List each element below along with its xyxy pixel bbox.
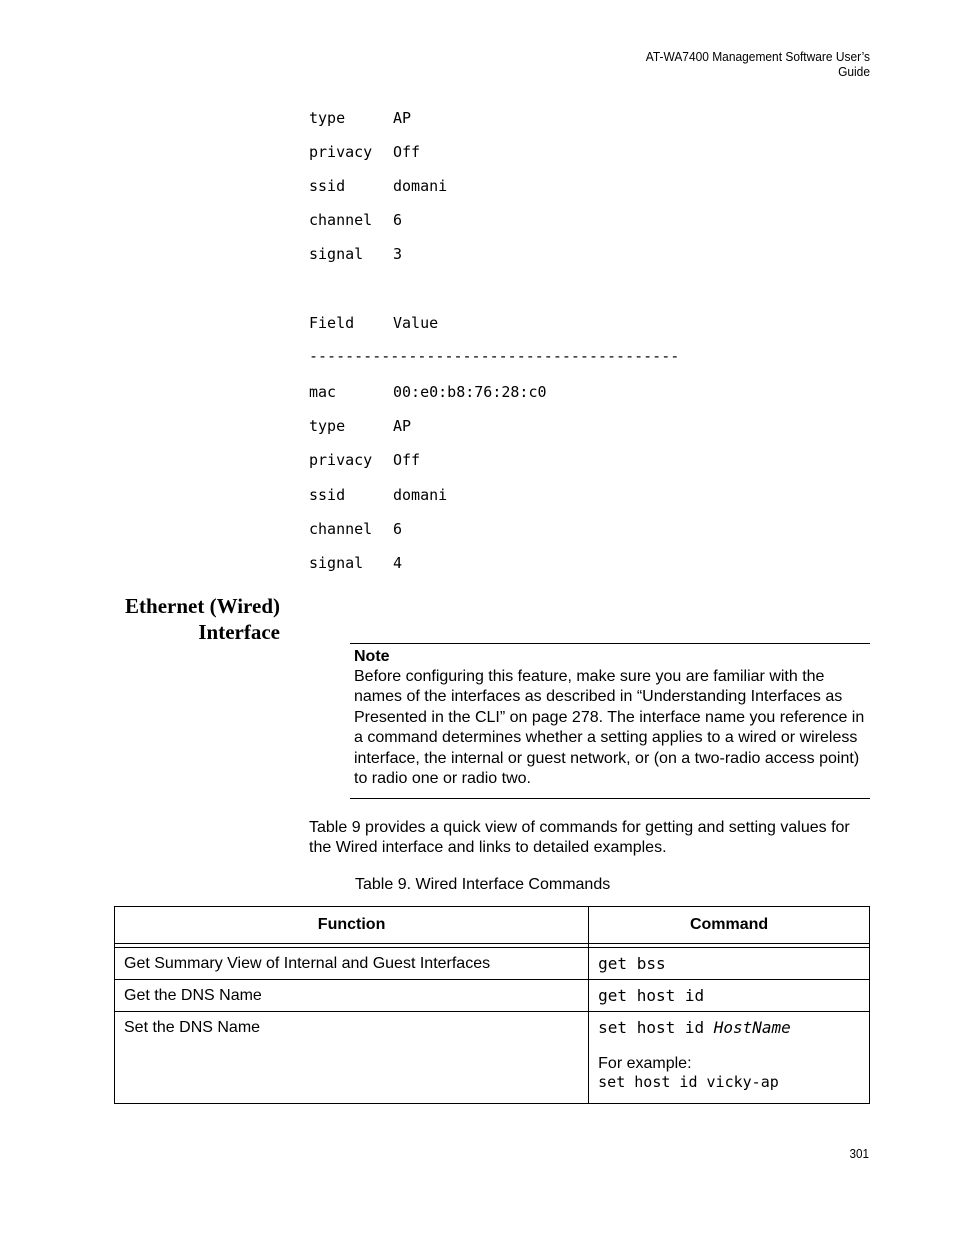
field-key: mac <box>309 383 337 401</box>
field-value: 4 <box>393 554 403 572</box>
field-value: 00:e0:b8:76:28:c0 <box>393 383 547 401</box>
note-box <box>350 643 870 799</box>
field-key: ssid <box>309 177 346 195</box>
page-number: 301 <box>849 1146 869 1161</box>
field-key: type <box>309 109 346 127</box>
section-title-line-2: Interface <box>198 620 280 644</box>
column-header-field: Field <box>309 314 355 332</box>
section-title-line-1: Ethernet (Wired) <box>125 594 280 618</box>
example-code: set host id vicky-ap <box>598 1073 779 1091</box>
field-key: signal <box>309 245 364 263</box>
command-text: set host id <box>598 1018 714 1037</box>
table-caption: Table 9. Wired Interface Commands <box>355 876 611 893</box>
field-value: domani <box>393 486 448 504</box>
field-value: 6 <box>393 520 403 538</box>
command-cell: get host id <box>589 980 870 1012</box>
table-row <box>115 980 870 1012</box>
example-label: For example: <box>598 1055 692 1072</box>
note-body: Before configuring this feature, make sure you are familiar with the names of the interfaces as described in “Understanding Interfaces as Presented in the CLI” on page 278. The interface name you reference in a command determines whether a setting applies to a wired or wireless interface, the internal or guest network, or (on a two-radio access point) to radio one or radio two. <box>354 668 865 788</box>
note-title: Note <box>354 648 390 665</box>
command-cell <box>589 1012 870 1104</box>
field-value: Off <box>393 451 421 469</box>
field-value: AP <box>393 109 412 127</box>
field-value: AP <box>393 417 412 435</box>
table-row <box>115 1012 870 1104</box>
command-argument: HostName <box>713 1018 791 1037</box>
column-header-command: Command <box>589 907 870 944</box>
command-cell: get bss <box>589 948 870 980</box>
section-title <box>100 593 280 645</box>
field-key: ssid <box>309 486 346 504</box>
column-header-function: Function <box>115 907 589 944</box>
field-key: privacy <box>309 143 373 161</box>
table-header-row <box>115 907 870 944</box>
function-cell: Get Summary View of Internal and Guest Interfaces <box>115 948 589 980</box>
field-key: channel <box>309 211 373 229</box>
separator-line: ----------------------------------------- <box>309 347 680 365</box>
function-cell: Set the DNS Name <box>115 1012 589 1104</box>
field-value: domani <box>393 177 448 195</box>
running-header: AT-WA7400 Management Software User’s Guide <box>645 49 870 79</box>
field-value: 6 <box>393 211 403 229</box>
field-key: signal <box>309 554 364 572</box>
function-cell: Get the DNS Name <box>115 980 589 1012</box>
field-key: channel <box>309 520 373 538</box>
commands-table <box>114 906 870 1104</box>
field-key: type <box>309 417 346 435</box>
intro-paragraph: Table 9 provides a quick view of commands for getting and setting values for the Wired interface and links to detailed examples. <box>309 819 850 856</box>
table-row <box>115 948 870 980</box>
column-header-value: Value <box>393 314 439 332</box>
field-value: 3 <box>393 245 403 263</box>
field-value: Off <box>393 143 421 161</box>
field-key: privacy <box>309 451 373 469</box>
